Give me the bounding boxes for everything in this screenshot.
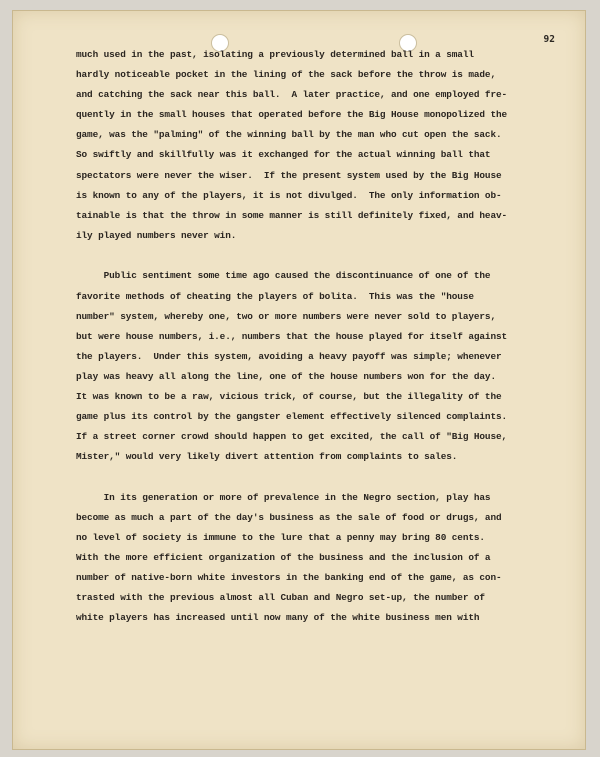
text-line: spectators were never the wiser. If the present system used by the Big House [76,169,502,181]
text-line: but were house numbers, i.e., numbers that the house played for itself against [76,330,508,342]
text-line: game plus its control by the gangster element effectively silenced complaints. [76,411,508,423]
text-line: If a street corner crowd should happen to get excited, the call of "Big House, [76,431,508,443]
paragraph-gap [76,467,536,488]
paragraph [76,266,536,467]
text-line: number of native-born white investors in the banking end of the game, as con- [76,572,502,584]
text-line: become as much a part of the day's business as the sale of food or drugs, and [76,511,502,523]
text-line: In its generation or more of prevalence in the Negro section, play has [76,491,491,503]
text-line: no level of society is immune to the lure that a penny may bring 80 cents. [76,532,485,544]
text-line: the players. Under this system, avoiding a heavy payoff was simple; whenever [76,350,502,362]
text-line: game, was the "palming" of the winning ball by the man who cut open the sack. [76,129,502,141]
text-line: number" system, whereby one, two or more numbers were never sold to players, [76,310,496,322]
text-line: Mister," would very likely divert attention from complaints to sales. [76,451,458,463]
paragraph [76,45,536,246]
text-line: and catching the sack near this ball. A later practice, and one employed fre- [76,89,508,101]
text-line: favorite methods of cheating the players of bolita. This was the "house [76,290,474,302]
text-line: So swiftly and skillfully was it exchanged for the actual winning ball that [76,149,491,161]
text-line: is known to any of the players, it is not divulged. The only information ob- [76,189,502,201]
text-line: play was heavy all along the line, one of the house numbers won for the day. [76,370,496,382]
text-line: With the more efficient organization of the business and the inclusion of a [76,552,491,564]
paragraph [76,488,536,629]
text-line: quently in the small houses that operated before the Big House monopolized the [76,109,508,121]
text-line: Public sentiment some time ago caused the discontinuance of one of the [76,270,491,282]
text-line: white players has increased until now many of the white business men with [76,612,480,624]
text-line: hardly noticeable pocket in the lining of the sack before the throw is made, [76,69,496,81]
text-line: It was known to be a raw, vicious trick, of course, but the illegality of the [76,391,502,402]
text-line: trasted with the previous almost all Cuban and Negro set-up, the number of [76,592,485,604]
paragraph-gap [76,246,536,267]
text-line: much used in the past, isolating a previously determined ball in a small [76,49,474,60]
typewritten-text-body [76,45,536,629]
text-line: ily played numbers never win. [76,229,237,241]
text-line: tainable is that the throw in some manner is still definitely fixed, and heav- [76,209,508,221]
page-number: 92 [543,34,555,45]
